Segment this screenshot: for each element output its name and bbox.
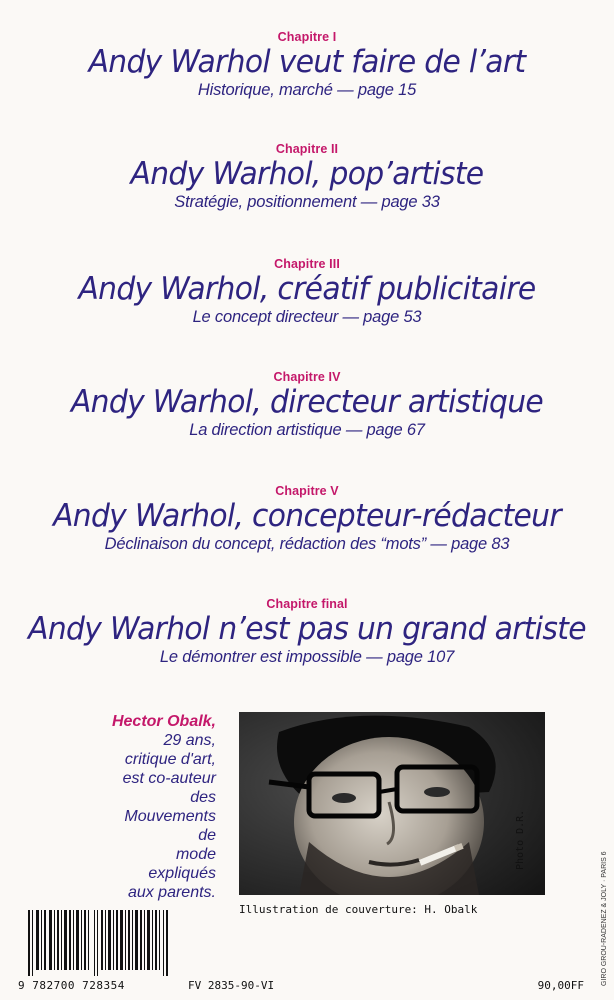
chapter-1 (0, 30, 614, 100)
chapter-label: Chapitre II (275, 142, 339, 156)
author-name: Hector Obalk, (111, 713, 216, 730)
photo-credit: Photo D.R. (515, 809, 526, 870)
chapter-label: Chapitre III (274, 257, 340, 271)
chapter-label: Chapitre final (266, 597, 348, 611)
chapter-final (0, 597, 614, 667)
chapter-title: Andy Warhol n’est pas un grand artiste (28, 611, 586, 647)
chapter-title: Andy Warhol veut faire de l’art (88, 44, 526, 80)
author-bio-line: critique d'art, (124, 751, 216, 768)
isbn-number: 9 782700 728354 (18, 979, 125, 992)
cover-illustration-caption: Illustration de couverture: H. Obalk (239, 903, 478, 916)
printer-imprint: GIRO GROU-RADENEZ & JOLY · PARIS 6 (601, 851, 608, 986)
isbn-barcode (28, 910, 168, 976)
chapter-3 (0, 257, 614, 327)
author-bio-line: mode expliqués (148, 846, 216, 882)
chapter-subtitle: Historique, marché — page 15 (197, 81, 417, 99)
chapter-title: Andy Warhol, pop’artiste (130, 156, 484, 192)
chapter-subtitle: Le concept directeur — page 53 (192, 308, 422, 326)
author-bio-line: est co-auteur (122, 770, 216, 787)
chapter-subtitle: Déclinaison du concept, rédaction des “mots” — page 83 (104, 535, 510, 553)
chapter-title: Andy Warhol, concepteur-rédacteur (53, 498, 561, 534)
chapter-label: Chapitre IV (273, 370, 341, 384)
chapter-label: Chapitre I (277, 30, 337, 44)
author-photo (239, 712, 545, 895)
reference-code: FV 2835-90-VI (188, 979, 275, 992)
chapter-title: Andy Warhol, créatif publicitaire (78, 271, 536, 307)
author-portrait-image (239, 712, 545, 895)
chapter-subtitle: Le démontrer est impossible — page 107 (159, 648, 455, 666)
chapter-subtitle: La direction artistique — page 67 (189, 421, 425, 439)
chapter-label: Chapitre V (275, 484, 339, 498)
author-bio-line: 29 ans, (163, 732, 216, 749)
price: 90,00FF (537, 979, 584, 992)
chapter-4 (0, 370, 614, 440)
chapter-5 (0, 484, 614, 554)
chapter-title: Andy Warhol, directeur artistique (70, 384, 544, 420)
author-bio (110, 712, 216, 902)
author-bio-line: des Mouvements de (124, 789, 216, 844)
author-bio-line: aux parents. (127, 884, 216, 901)
chapter-2 (0, 142, 614, 212)
chapter-subtitle: Stratégie, positionnement — page 33 (174, 193, 440, 211)
